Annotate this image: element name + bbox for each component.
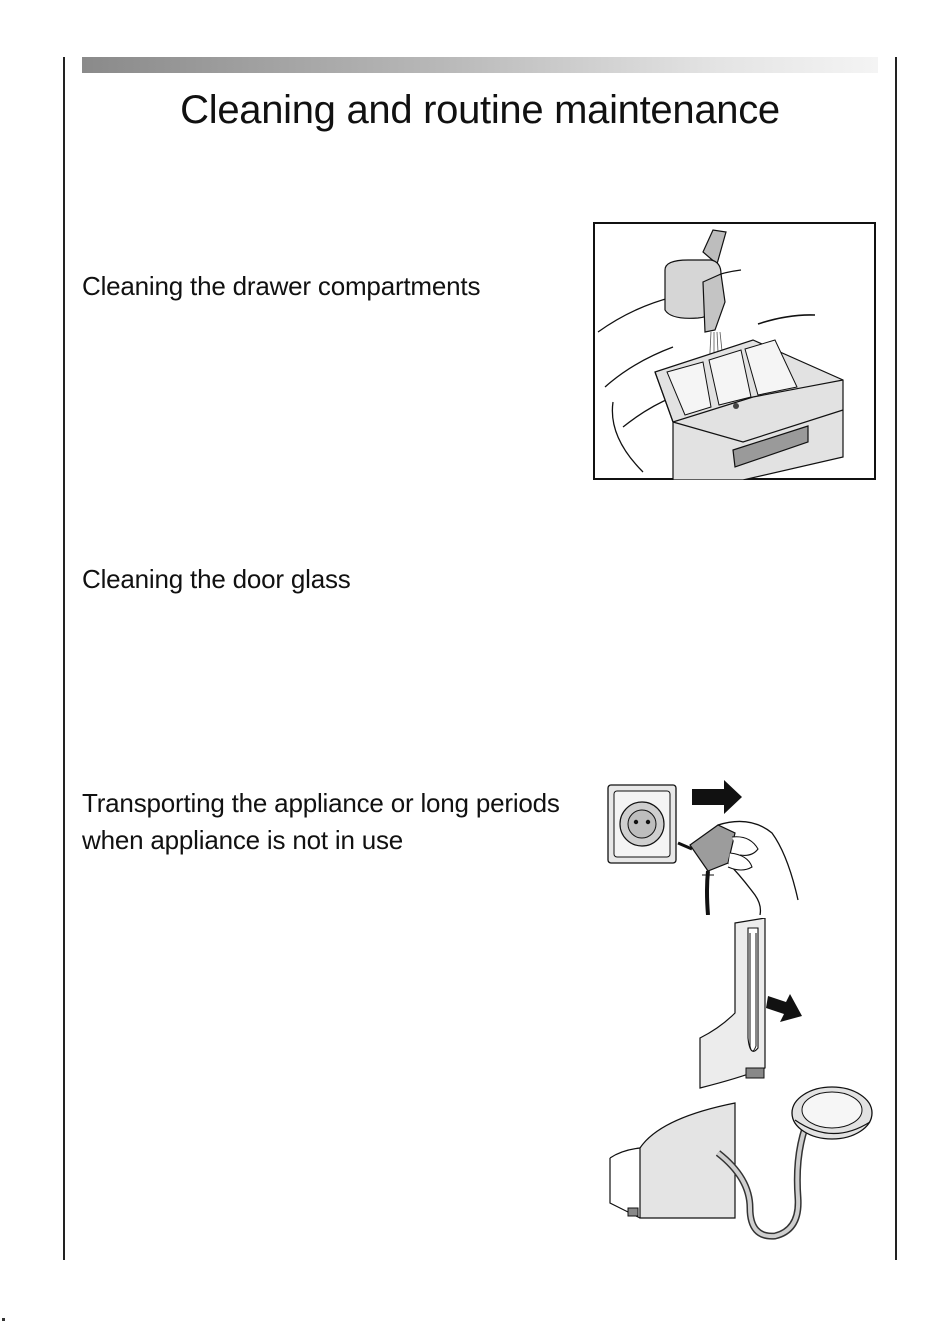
unplug-hand-illustration <box>600 775 810 915</box>
tap-rinsing-drawer-illustration <box>593 222 876 480</box>
left-margin-rule <box>63 57 65 1260</box>
drain-hose-bowl-illustration <box>600 918 890 1243</box>
heading-drawer-compartments: Cleaning the drawer compartments <box>82 271 481 301</box>
right-margin-rule <box>895 57 897 1260</box>
page-title: Cleaning and routine maintenance <box>180 88 780 132</box>
corner-mark <box>2 1318 5 1321</box>
header-gradient-bar <box>82 57 878 73</box>
heading-transporting: Transporting the appliance or long periods when appliance is not in use <box>82 788 560 855</box>
heading-door-glass: Cleaning the door glass <box>82 564 351 594</box>
